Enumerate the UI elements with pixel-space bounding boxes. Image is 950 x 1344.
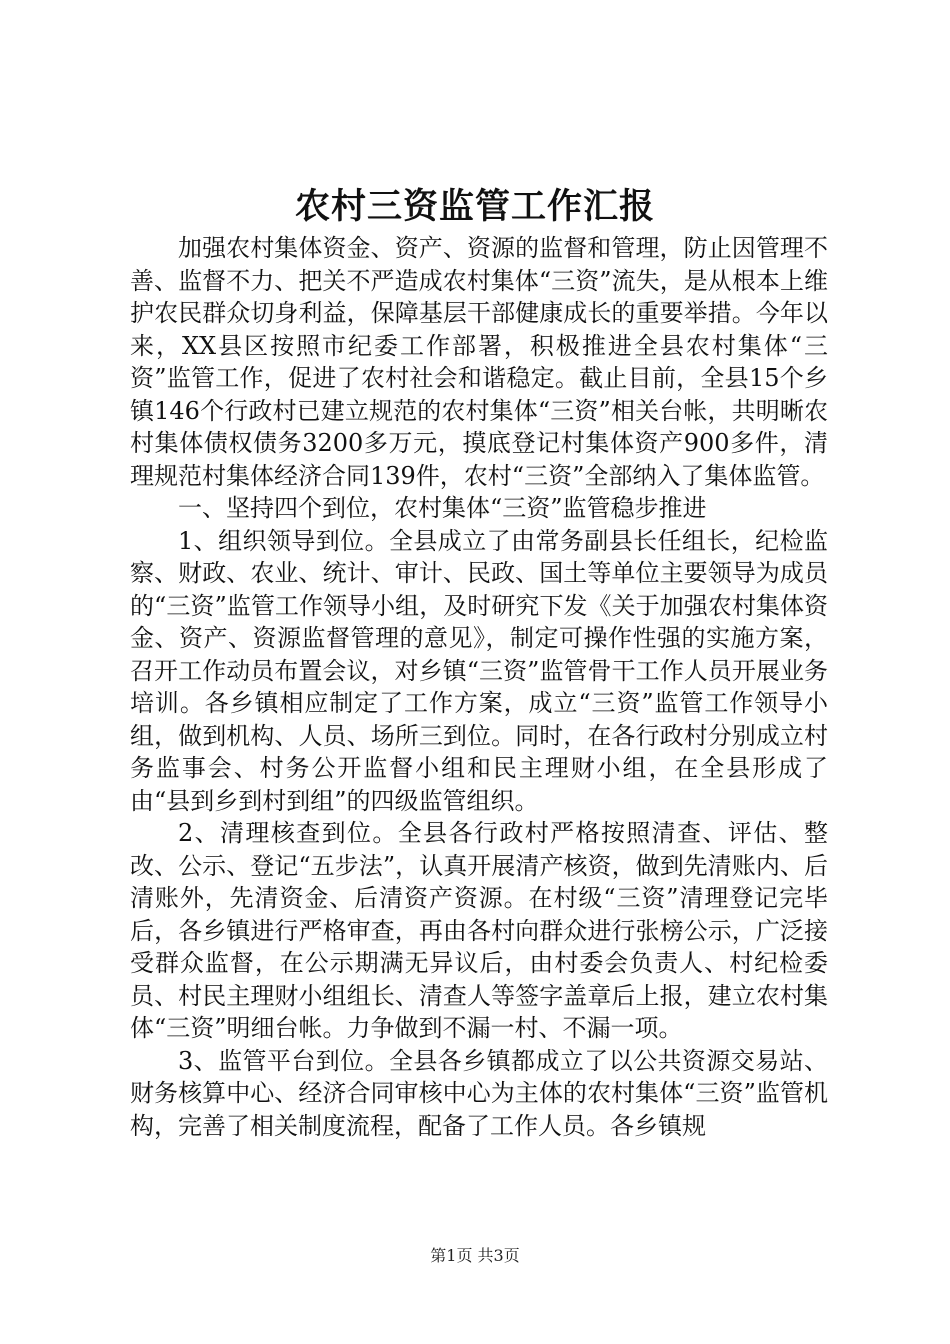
item-platform-paragraph: 3、监管平台到位。全县各乡镇都成立了以公共资源交易站、财务核算中心、经济合同审核中心为主体的农村集体“三资”监管机构，完善了相关制度流程，配备了工作人员。各乡镇规 xyxy=(130,1046,828,1140)
document-body xyxy=(130,232,828,1142)
item-verification-paragraph: 2、清理核查到位。全县各行政村严格按照清查、评估、整改、公示、登记“五步法”，认真开展清产核资，做到先清账内、后清账外，先清资金、后清资产资源。在村级“三资”清理登记完毕后，各乡镇进行严格审查，再由各村向群众进行张榜公示，广泛接受群众监督，在公示期满无异议后，由村委会负责人、村纪检委员、村民主理财小组组长、清查人等签字盖章后上报，建立农村集体“三资”明细台帐。力争做到不漏一村、不漏一项。 xyxy=(130,819,828,1042)
item-organization-paragraph: 1、组织领导到位。全县成立了由常务副县长任组长，纪检监察、财政、农业、统计、审计、民政、国土等单位主要领导为成员的“三资”监管工作领导小组，及时研究下发《关于加强农村集体资金、资产、资源监督管理的意见》，制定可操作性强的实施方案，召开工作动员布置会议，对乡镇“三资”监管骨干工作人员开展业务培训。各乡镇相应制定了工作方案，成立“三资”监管工作领导小组，做到机构、人员、场所三到位。同时，在各行政村分别成立村务监事会、村务公开监督小组和民主理财小组，在全县形成了由“县到乡到村到组”的四级监管组织。 xyxy=(130,526,828,815)
page-footer: 第1页 共3页 xyxy=(430,1246,520,1265)
intro-paragraph: 加强农村集体资金、资产、资源的监督和管理，防止因管理不善、监督不力、把关不严造成农村集体“三资”流失，是从根本上维护农民群众切身利益，保障基层干部健康成长的重要举措。今年以来，XX县区按照市纪委工作部署，积极推进全县农村集体“三资”监管工作，促进了农村社会和谐稳定。截止目前，全县15个乡镇146个行政村已建立规范的农村集体“三资”相关台帐，共明晰农村集体债权债务3200多万元，摸底登记村集体资产900多件，清理规范村集体经济合同139件，农村“三资”全部纳入了集体监管。 xyxy=(130,234,828,490)
section-heading: 一、坚持四个到位，农村集体“三资”监管稳步推进 xyxy=(178,494,707,522)
document-title: 农村三资监管工作汇报 xyxy=(294,186,655,227)
